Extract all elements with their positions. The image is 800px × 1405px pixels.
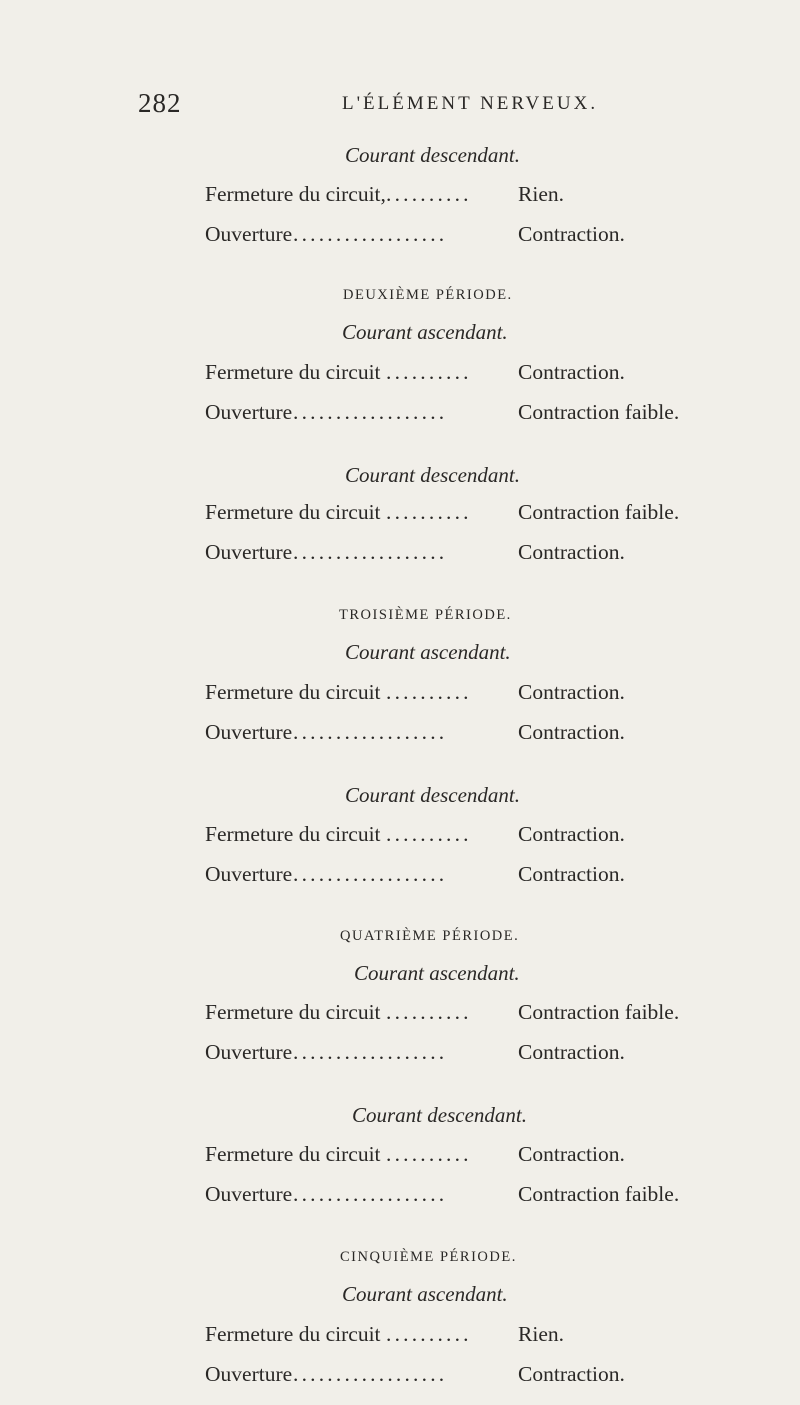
page-number: 282 [138,88,182,118]
current-direction-subhead: Courant ascendant. [345,640,511,664]
current-direction-subhead: Courant ascendant. [354,961,520,985]
result-row [205,1362,765,1390]
dot-leader: .................. [293,1040,448,1064]
dot-leader: .................. [293,540,448,564]
result-row [205,862,765,890]
row-value: Contraction. [518,680,625,704]
result-row [205,1322,765,1350]
dot-leader: .................. [293,862,448,886]
row-label: Ouverture [205,222,293,246]
dot-leader: .......... [386,500,472,524]
row-value: Contraction faible. [518,1182,680,1206]
row-value: Contraction. [518,360,625,384]
row-label: Fermeture du circuit, [205,182,386,206]
result-row [205,360,765,388]
dot-leader: .................. [293,1362,448,1386]
period-heading: TROISIÈME PÉRIODE. [339,607,512,623]
row-value: Contraction. [518,1142,625,1166]
result-row [205,222,765,250]
current-direction-subhead: Courant descendant. [352,1103,527,1127]
dot-leader: .................. [293,720,448,744]
row-value: Contraction faible. [518,400,680,424]
result-row [205,400,765,428]
current-direction-subhead: Courant ascendant. [342,1282,508,1306]
current-direction-subhead: Courant descendant. [345,783,520,807]
result-row [205,1182,765,1210]
row-label: Fermeture du circuit [205,822,381,846]
running-head: L'ÉLÉMENT NERVEUX. [342,93,599,114]
row-label: Fermeture du circuit [205,1142,381,1166]
row-label: Fermeture du circuit [205,500,381,524]
row-label: Ouverture [205,1362,293,1386]
current-direction-subhead: Courant descendant. [345,143,520,167]
row-value: Contraction. [518,1040,625,1064]
row-value: Contraction. [518,822,625,846]
dot-leader: .......... [386,1000,472,1024]
row-label: Fermeture du circuit [205,1000,381,1024]
result-row [205,1142,765,1170]
result-row [205,540,765,568]
row-label: Ouverture [205,400,293,424]
dot-leader: .................. [293,222,448,246]
dot-leader: .......... [386,1142,472,1166]
row-label: Ouverture [205,720,293,744]
current-direction-subhead: Courant ascendant. [342,320,508,344]
result-row [205,822,765,850]
dot-leader: .......... [386,360,472,384]
result-row [205,720,765,748]
row-value: Contraction. [518,222,625,246]
row-value: Rien. [518,1322,564,1346]
row-value: Contraction. [518,540,625,564]
row-label: Fermeture du circuit [205,1322,381,1346]
period-heading: DEUXIÈME PÉRIODE. [343,287,513,303]
result-row [205,680,765,708]
row-label: Ouverture [205,862,293,886]
dot-leader: .......... [386,182,472,206]
dot-leader: .................. [293,1182,448,1206]
dot-leader: .................. [293,400,448,424]
row-label: Ouverture [205,1182,293,1206]
row-label: Fermeture du circuit [205,680,381,704]
period-heading: QUATRIÈME PÉRIODE. [340,928,520,944]
row-value: Rien. [518,182,564,206]
row-label: Ouverture [205,540,293,564]
row-value: Contraction faible. [518,500,680,524]
row-value: Contraction. [518,862,625,886]
dot-leader: .......... [386,680,472,704]
result-row [205,1040,765,1068]
result-row [205,182,765,210]
dot-leader: .......... [386,822,472,846]
row-label: Fermeture du circuit [205,360,381,384]
row-value: Contraction. [518,1362,625,1386]
result-row [205,500,765,528]
row-value: Contraction. [518,720,625,744]
result-row [205,1000,765,1028]
period-heading: CINQUIÈME PÉRIODE. [340,1249,517,1265]
current-direction-subhead: Courant descendant. [345,463,520,487]
dot-leader: .......... [386,1322,472,1346]
row-label: Ouverture [205,1040,293,1064]
row-value: Contraction faible. [518,1000,680,1024]
